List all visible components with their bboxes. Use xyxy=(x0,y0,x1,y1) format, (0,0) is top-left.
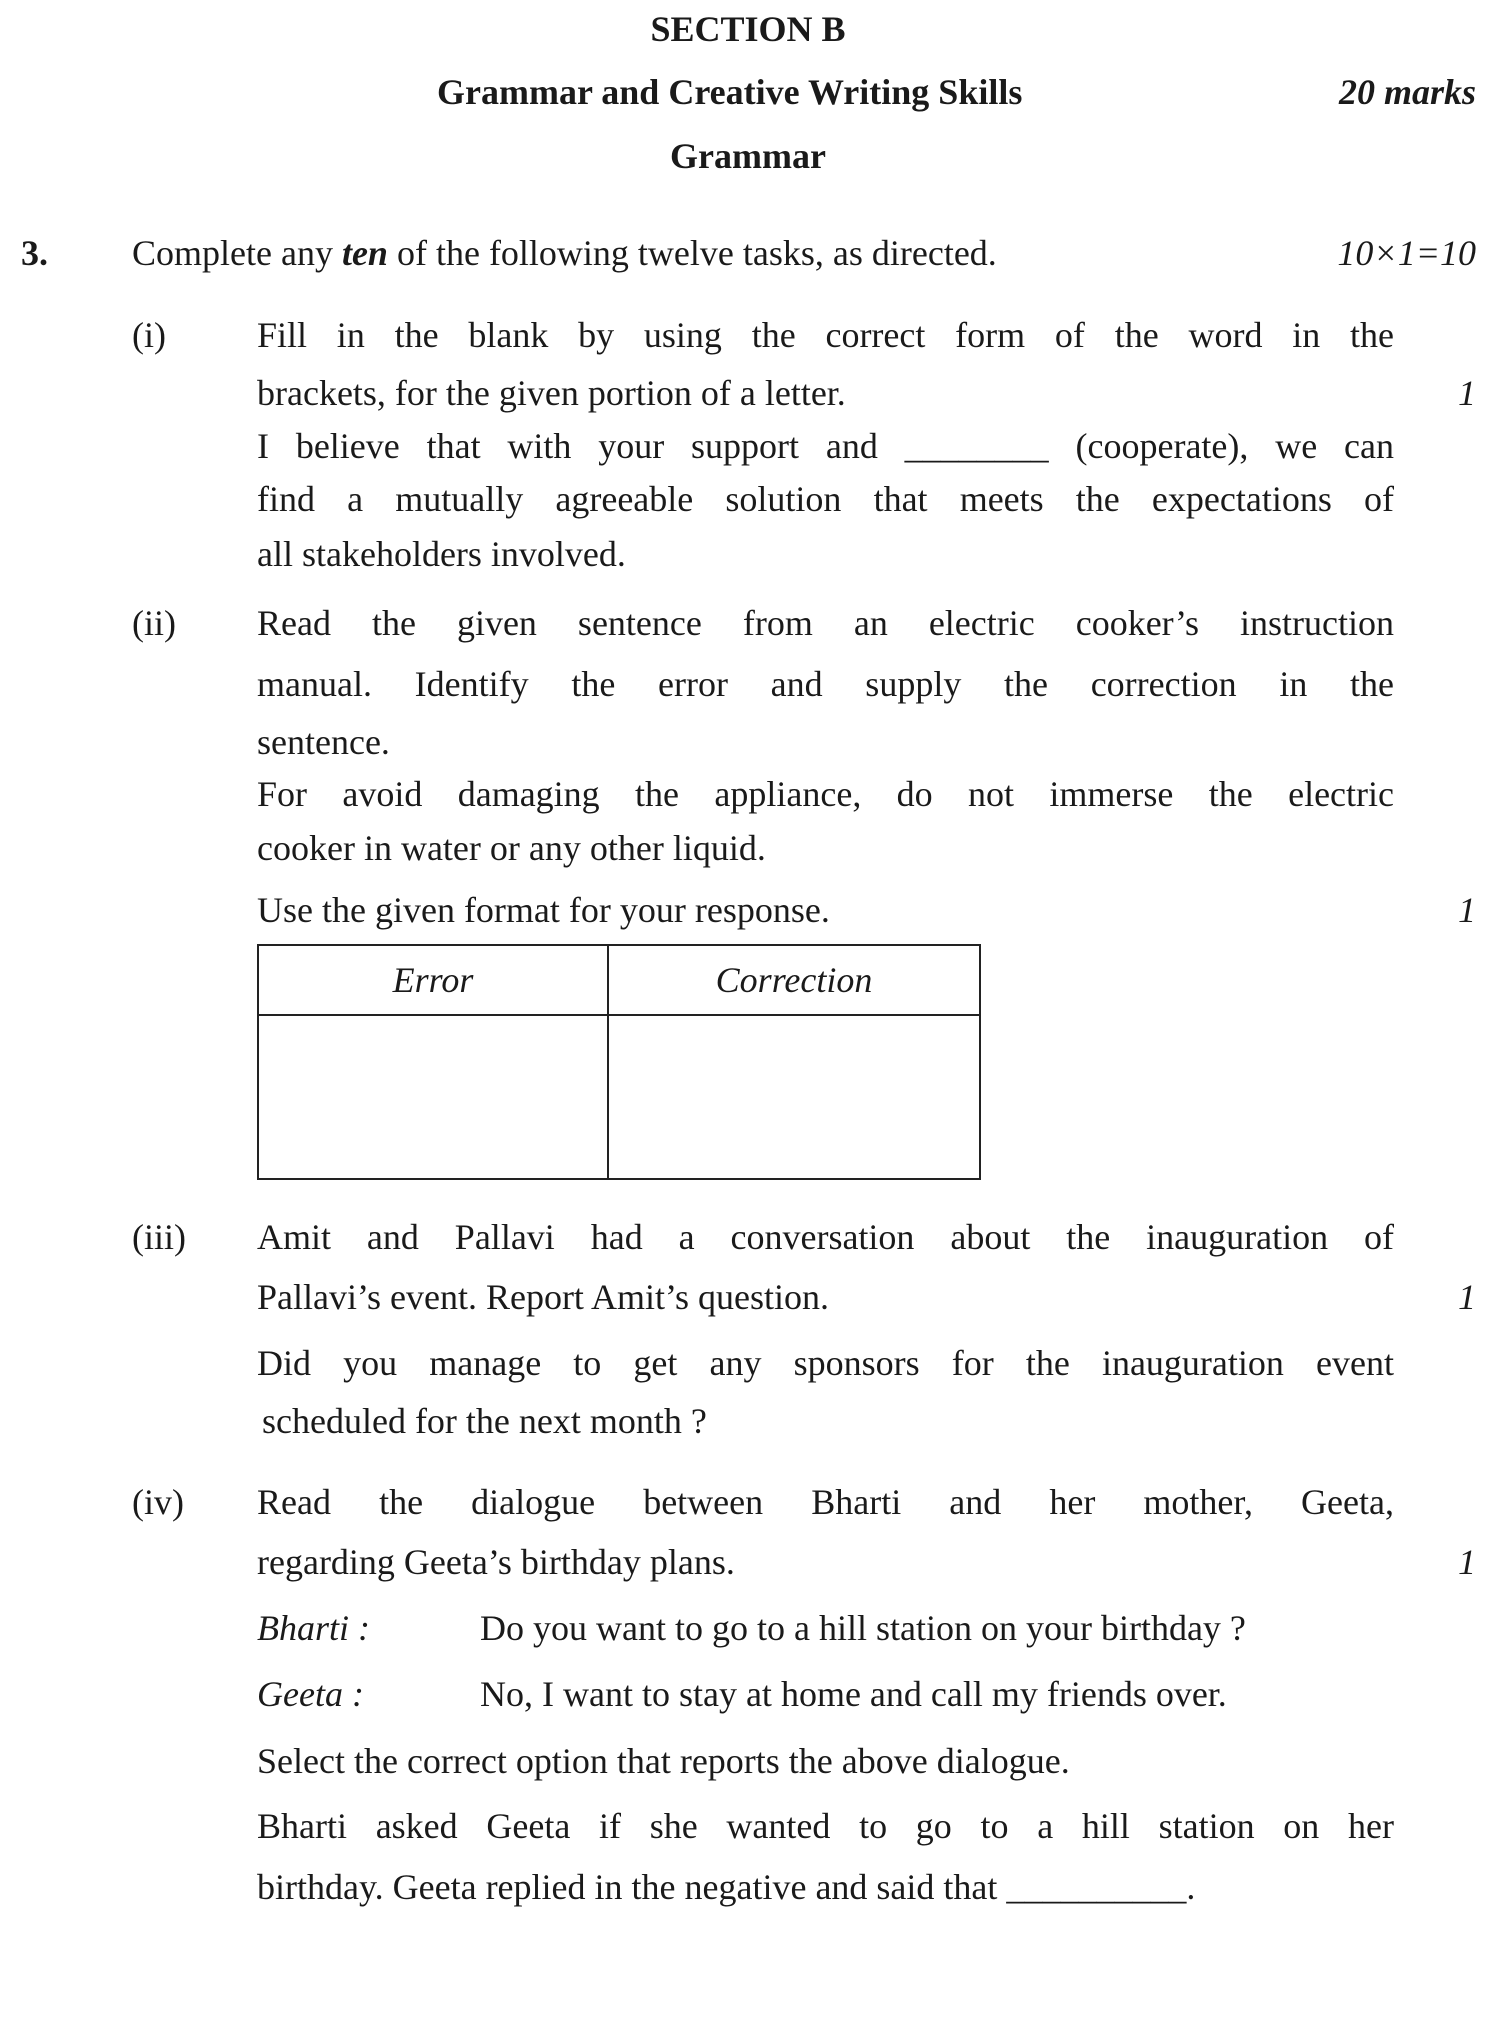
section-title: Grammar and Creative Writing Skills xyxy=(437,72,1023,112)
task-label: (iv) xyxy=(132,1482,184,1522)
task-text: sentence. xyxy=(257,722,390,762)
dialogue-line: No, I want to stay at home and call my friends over. xyxy=(480,1674,1227,1714)
error-cell[interactable] xyxy=(258,1015,608,1179)
task-label: (i) xyxy=(132,315,166,355)
dialogue-speaker: Geeta : xyxy=(257,1674,364,1714)
table-header-error: Error xyxy=(258,945,608,1015)
question-number: 3. xyxy=(21,233,48,273)
task-marks: 1 xyxy=(1458,1542,1476,1582)
question-marks: 10×1=10 xyxy=(1337,233,1476,273)
section-heading: SECTION B xyxy=(650,9,846,49)
task-text: Fill in the blank by using the correct form of the word in the xyxy=(257,315,1394,355)
task-text: find a mutually agreeable solution that meets the expectations of xyxy=(257,479,1394,519)
task-text: birthday. Geeta replied in the negative and said that __________. xyxy=(257,1867,1196,1907)
task-text: Pallavi’s event. Report Amit’s question. xyxy=(257,1277,829,1317)
dialogue-speaker: Bharti : xyxy=(257,1608,370,1648)
instruction-text: of the following twelve tasks, as directed. xyxy=(387,233,997,273)
instruction-emphasis: ten xyxy=(341,233,388,273)
task-text: Amit and Pallavi had a conversation about the inauguration of xyxy=(257,1217,1394,1257)
task-label: (ii) xyxy=(132,603,176,643)
task-text: Read the dialogue between Bharti and her mother, Geeta, xyxy=(257,1482,1394,1522)
task-text: brackets, for the given portion of a letter. xyxy=(257,373,846,413)
task-text: manual. Identify the error and supply the correction in the xyxy=(257,664,1394,704)
instruction-text: Complete any xyxy=(132,233,342,273)
dialogue-line: Do you want to go to a hill station on your birthday ? xyxy=(480,1608,1246,1648)
task-text: Select the correct option that reports the above dialogue. xyxy=(257,1741,1070,1781)
task-marks: 1 xyxy=(1458,373,1476,413)
task-label: (iii) xyxy=(132,1217,186,1257)
task-marks: 1 xyxy=(1458,890,1476,930)
task-text: Read the given sentence from an electric cooker’s instruction xyxy=(257,603,1394,643)
task-text: scheduled for the next month ? xyxy=(262,1401,707,1441)
subsection-heading: Grammar xyxy=(670,136,826,176)
table-header-correction: Correction xyxy=(608,945,980,1015)
task-text: Use the given format for your response. xyxy=(257,890,830,930)
question-instruction xyxy=(132,233,997,273)
task-text: Did you manage to get any sponsors for the inauguration event xyxy=(257,1343,1394,1383)
task-text: For avoid damaging the appliance, do not immerse the electric xyxy=(257,774,1394,814)
task-text: cooker in water or any other liquid. xyxy=(257,828,766,868)
response-table xyxy=(257,944,981,1180)
correction-cell[interactable] xyxy=(608,1015,980,1179)
task-text: all stakeholders involved. xyxy=(257,534,626,574)
section-marks: 20 marks xyxy=(1338,72,1476,112)
task-text: regarding Geeta’s birthday plans. xyxy=(257,1542,735,1582)
task-text: I believe that with your support and ________ (cooperate), we can xyxy=(257,426,1394,466)
task-marks: 1 xyxy=(1458,1277,1476,1317)
task-text: Bharti asked Geeta if she wanted to go to a hill station on her xyxy=(257,1806,1394,1846)
